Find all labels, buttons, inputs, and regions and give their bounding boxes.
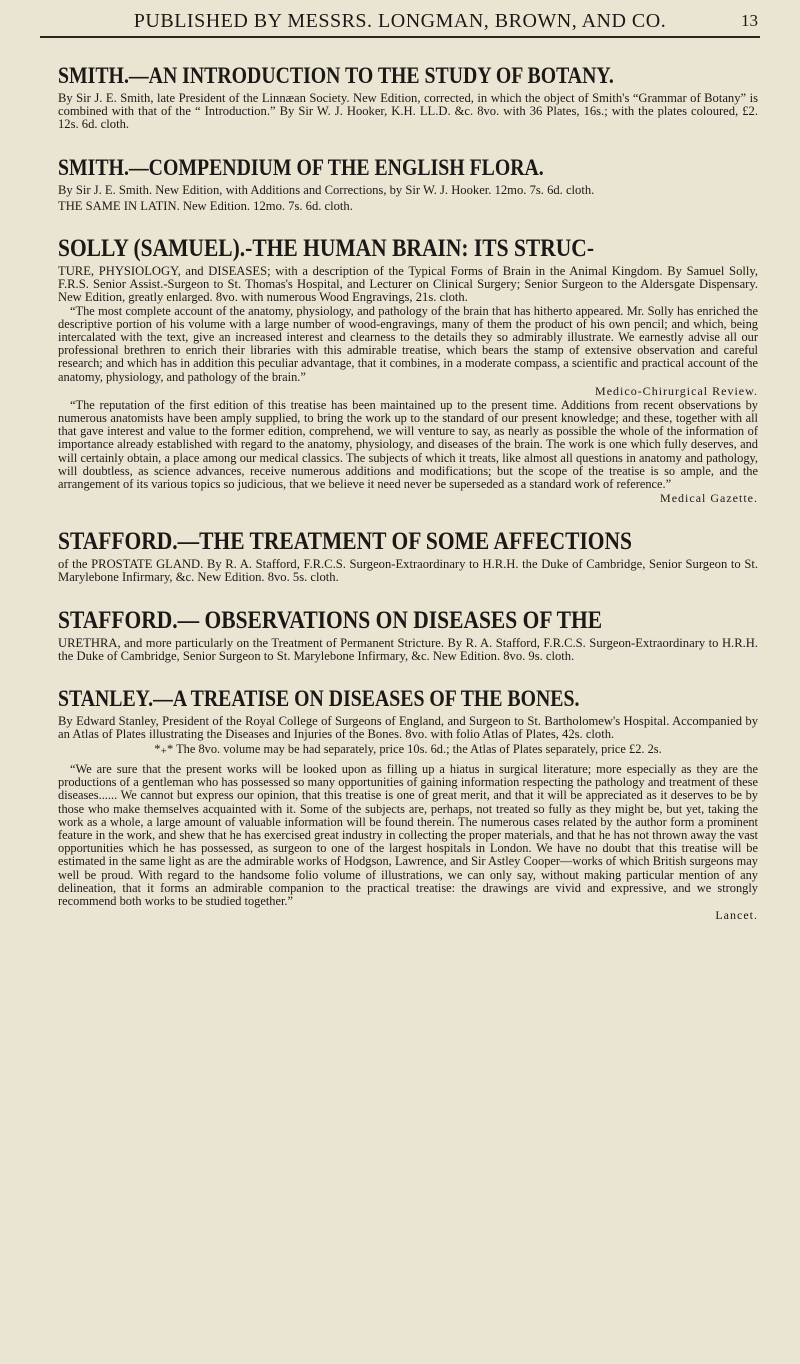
- entry-title: STANLEY.—A TREATISE ON DISEASES OF THE BONES.: [58, 686, 580, 712]
- entry-title: STAFFORD.—THE TREATMENT OF SOME AFFECTIONS: [58, 528, 633, 556]
- entry-english-flora: [58, 154, 758, 213]
- running-title: PUBLISHED BY MESSRS. LONGMAN, BROWN, AND CO.: [133, 10, 667, 32]
- catalogue-content: [58, 40, 758, 923]
- entry-prostate: [58, 528, 758, 584]
- entry-title: SMITH.—COMPENDIUM OF THE ENGLISH FLORA.: [58, 154, 544, 180]
- entry-body: By Sir J. E. Smith. New Edition, with Additions and Corrections, by Sir W. J. Hooker. 12mo. 7s. 6d. cloth.: [58, 182, 595, 197]
- page-number: 13: [741, 11, 758, 30]
- entry-botany: [58, 62, 758, 132]
- running-head: [40, 6, 760, 38]
- quote-text: “The most complete account of the anatomy, physiology, and pathology of the brain that has hitherto appeared. Mr. Solly has enriched the descriptive portion of his volume with a large number of wood-engravings, many of them the product of his own pencil; and which, being intercalated with the text, give an increased interest and clearness to the details they so admirably illustrate. We earnestly advise all our professional brethren to enrich their libraries with this admirable treatise, which bears the stamp of extensive observation and careful research; and which has in addition this peculiar advantage, that it combines, in a moderate compass, a scientific and practical account of the anatomy, physiology, and pathology of the brain.”: [58, 303, 758, 384]
- quote-text: “The reputation of the first edition of this treatise has been maintained up to the present time. Additions from recent observations by numerous anatomists have been amply supplied, to bring the work up to the standard of our present knowledge; and these, together with all that gave interest and value to the former edition, comprehend, we will venture to say, as nearly as possible the whole of the information of importance already established with regard to the anatomy, physiology, and diseases of the brain. The work is one which fully deserves, and will certainly obtain, a place among our medical classics. The subjects of which it treats, like almost all questions in anatomy and pathology, will doubtless, as science advances, receive numerous additions and modifications; but the scope of the treatise is so ample, and the arrangement of its various topics so judicious, that we believe it need never be superseded as a standard work of reference.”: [58, 397, 758, 492]
- review-quote: [58, 399, 758, 506]
- entry-body: TURE, PHYSIOLOGY, and DISEASES; with a description of the Typical Forms of Brain in the Animal Kingdom. By Samuel Solly, F.R.S. Senior Assist.-Surgeon to St. Thomas's Hospital, and Lecturer on Clinical Surgery; Senior Surgeon to the Aldersgate Dispensary. New Edition, greatly enlarged. 8vo. with numerous Wood Engravings, 21s. cloth.: [58, 264, 758, 305]
- quote-text: “We are sure that the present works will be looked upon as filling up a hiatus in surgical literature; more especially as they are the productions of a gentleman who has possessed so many opportunities of gaining information respecting the pathology and treatment of these diseases...... We cannot but express our opinion, that this treatise is one of great merit, and that it will be appreciated as it deserves to be by those who make themselves acquainted with it. Some of the subjects are, perhaps, not treated so fully as they might be, but yet, taking the work as a whole, a large amount of valuable information will be found therein. The numerous cases related by the author form a prominent feature in the work, and shew that he has exercised great industry in collecting the proper materials, and that he has not thrown away the vast opportunities which he has possessed, as surgeon to one of the largest hospitals in London. We have no doubt that this treatise will be estimated in the same light as are the admirable works of Hodgson, Lawrence, and Sir Astley Cooper—works of which British surgeons may well be proud. With regard to the handsome folio volume of illustrations, we can only say, without making particular mention of any delineation, that it forms an admirable companion to the practical treatise: the drawings are vivid and expressive, and we strongly recommend both works to be studied together.”: [58, 761, 758, 908]
- quote-source: Lancet.: [715, 908, 758, 923]
- entry-human-brain: [58, 235, 758, 506]
- entry-body: URETHRA, and more particularly on the Treatment of Permanent Stricture. By R. A. Stafford, F.R.C.S. Surgeon-Extraordinary to H.R.H. the Duke of Cambridge, Senior Surgeon to St. Marylebone Infirmary, &c. New Edition. 8vo. 9s. cloth.: [58, 635, 758, 663]
- quote-source: Medical Gazette.: [660, 491, 758, 506]
- entry-title: SMITH.—AN INTRODUCTION TO THE STUDY OF BOTANY.: [58, 63, 614, 88]
- entry-urethra: [58, 607, 758, 663]
- latin-edition-note: THE SAME IN LATIN. New Edition. 12mo. 7s. 6d. cloth.: [58, 198, 353, 213]
- entry-title: STAFFORD.— OBSERVATIONS ON DISEASES OF THE: [58, 606, 603, 634]
- entry-body: By Edward Stanley, President of the Royal College of Surgeons of England, and Surgeon to St. Bartholomew's Hospital. Accompanied by an Atlas of Plates illustrating the Diseases and Injuries of the Bones. 8vo. with folio Atlas of Plates, 42s. cloth.: [58, 714, 758, 742]
- quote-source: Medico-Chirurgical Review.: [595, 383, 758, 398]
- separate-price-note: *₊* The 8vo. volume may be had separately, price 10s. 6d.; the Atlas of Plates separately, price £2. 2s.: [154, 742, 662, 757]
- entry-bones: [58, 685, 758, 923]
- entry-body: of the PROSTATE GLAND. By R. A. Stafford, F.R.C.S. Surgeon-Extraordinary to H.R.H. the Duke of Cambridge, Senior Surgeon to St. Marylebone Infirmary, &c. New Edition. 8vo. 5s. cloth.: [58, 557, 758, 585]
- review-quote: [58, 305, 758, 399]
- entry-body: By Sir J. E. Smith, late President of the Linnæan Society. New Edition, corrected, in which the object of Smith's “Grammar of Botany” is combined with that of the “ Introduction.” By Sir W. J. Hooker, K.H. LL.D. &c. 8vo. with 36 Plates, 16s.; with the plates coloured, £2. 12s. 6d. cloth.: [58, 91, 758, 132]
- review-quote: [58, 763, 758, 923]
- entry-title: SOLLY (SAMUEL).-THE HUMAN BRAIN: ITS STRUC-: [58, 235, 594, 263]
